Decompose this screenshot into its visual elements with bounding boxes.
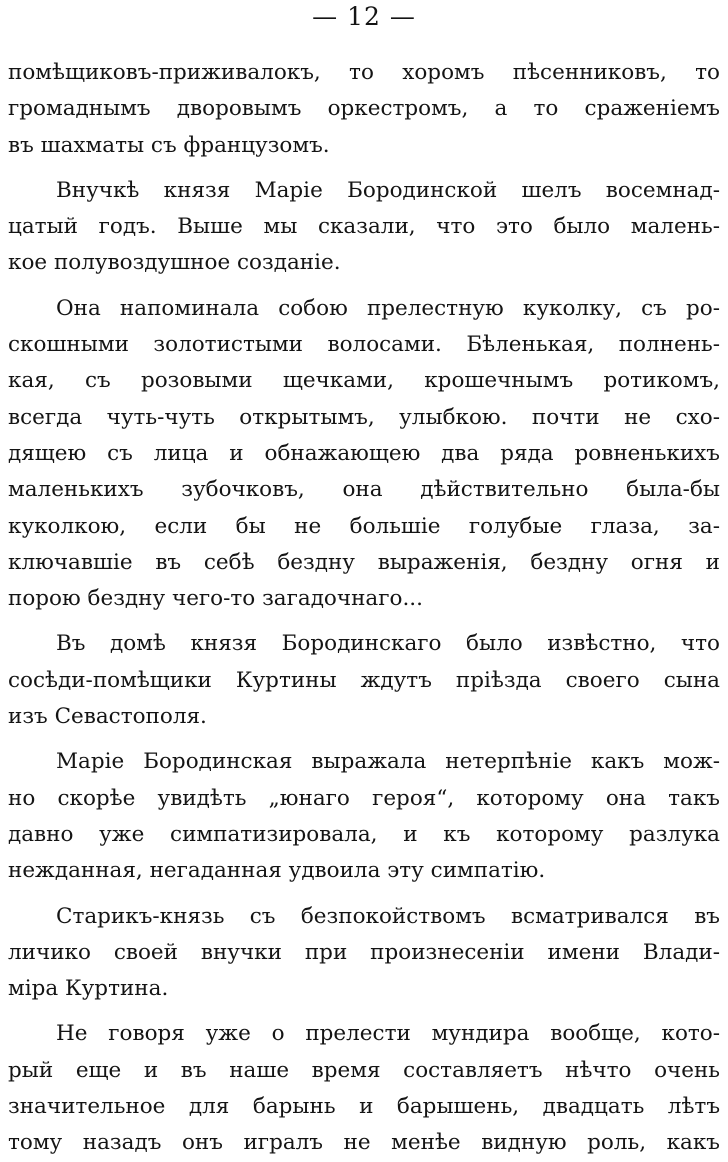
page-number: — 12 —: [312, 2, 416, 31]
text-line: Она напоминала собою прелестную куколку, съ ро-: [56, 295, 720, 321]
text-line: но скорѣе увидѣть „юнаго героя“, которому она такъ: [8, 785, 720, 811]
text-line: Не говоря уже о прелести мундира вообще, кото-: [56, 1021, 720, 1047]
text-line: всегда чуть-чуть открытымъ, улыбкою. почти не схо-: [8, 404, 720, 430]
text-line: личико своей внучки при произнесеніи имени Влади-: [8, 939, 720, 965]
text-line: тому назадъ онъ игралъ не менѣе видную роль, какъ: [8, 1130, 720, 1156]
text-line: міра Куртина.: [8, 976, 169, 1002]
text-line: ключавшіе въ себѣ бездну выраженія, бездну огня и: [8, 549, 720, 575]
text-line: изъ Севастополя.: [8, 704, 207, 730]
text-line: скошными золотистыми волосами. Бѣленькая, полнень-: [8, 332, 720, 358]
text-line: куколкою, если бы не большіе голубые глаза, за-: [8, 513, 720, 539]
text-line: давно уже симпатизировала, и къ которому разлука: [8, 821, 720, 847]
text-line: Въ домѣ князя Бородинскаго было извѣстно, что: [56, 631, 720, 657]
text-line: кая, съ розовыми щечками, крошечнымъ ротикомъ,: [8, 368, 720, 394]
text-line: громаднымъ дворовымъ оркестромъ, а то сраженіемъ: [8, 96, 720, 122]
text-line: рый еще и въ наше время составляетъ нѣчто очень: [8, 1057, 720, 1083]
text-line: Внучкѣ князя Маріе Бородинской шелъ восемнад-: [56, 177, 720, 203]
text-line: дящею съ лица и обнажающею два ряда ровненькихъ: [8, 440, 720, 466]
text-line: маленькихъ зубочковъ, она дѣйствительно была-бы: [8, 477, 720, 503]
text-line: сосѣди-помѣщики Куртины ждутъ пріѣзда своего сына: [8, 667, 720, 693]
text-line: помѣщиковъ-приживалокъ, то хоромъ пѣсенниковъ, то: [8, 60, 720, 85]
text-line: въ шахматы съ французомъ.: [8, 132, 330, 158]
page-text: [8, 55, 720, 1162]
text-line: значительное для барынь и барышень, двадцать лѣтъ: [8, 1094, 720, 1120]
text-line: порою бездну чего-то загадочнаго...: [8, 586, 423, 612]
text-line: кое полувоздушное созданіе.: [8, 250, 341, 276]
text-line: нежданная, негаданная удвоила эту симпатію.: [8, 858, 546, 884]
text-line: Старикъ-князь съ безпокойствомъ всматривался въ: [56, 903, 720, 929]
text-line: Маріе Бородинская выражала нетерпѣніе какъ мож-: [56, 749, 720, 775]
text-line: цатый годъ. Выше мы сказали, что это было малень-: [8, 214, 720, 240]
